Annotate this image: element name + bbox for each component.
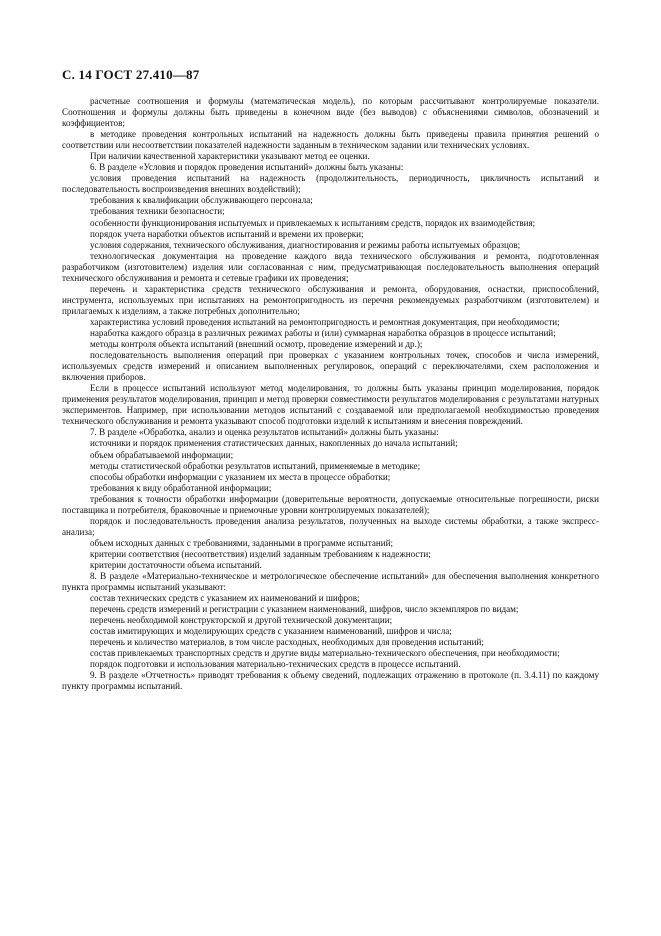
paragraph: перечень и характеристика средств технического обслуживания и ремонта, оборудования, оснастки, приспособлений, инструмента, используемых при испытаниях на ремонтопригодность из перечня рекомендуемых разработчиком (изготовителем) и прилагаемых к изделиям, а также потребных дополнительно; bbox=[62, 283, 599, 316]
running-header: С. 14 ГОСТ 27.410—87 bbox=[62, 67, 200, 82]
paragraph: особенности функционирования испытуемых и привлекаемых к испытаниям средств, порядок их взаимодействия; bbox=[90, 217, 536, 228]
paragraph: перечень необходимой конструкторской и другой технической документации; bbox=[90, 615, 393, 626]
paragraph: критерии соответствия (несоответствия) изделий заданным требованиям к надежности; bbox=[90, 548, 431, 559]
paragraph: требования к квалификации обслуживающего персонала; bbox=[90, 195, 313, 206]
paragraph: наработка каждого образца в различных режимах работы и (или) суммарная наработка образцов в процессе испытаний; bbox=[90, 327, 556, 338]
paragraph: условия содержания, технического обслуживания, диагностирования и режимы работы испытуемых образцов; bbox=[90, 239, 521, 250]
paragraph: перечень средств измерений и регистрации с указанием наименований, шифров, число экземпляров по видам; bbox=[90, 604, 519, 615]
paragraph: источники и порядок применения статистических данных, накопленных до начала испытаний; bbox=[90, 438, 458, 449]
section-8-heading: 8. В разделе «Материально-техническое и метрологическое обеспечение испытаний» для обеспечения выполнения конкретного пункта программы испытаний указывают: bbox=[62, 571, 599, 593]
paragraph: в методике проведения контрольных испытаний на надежность должны быть приведены правила принятия решений о соответствии или несоответствии показателей надежности заданным в техническом задании или технических условиях. bbox=[62, 129, 599, 151]
paragraph: перечень и количество материалов, в том числе расходных, необходимых для проведения испытаний; bbox=[90, 637, 484, 648]
paragraph: При наличии качественной характеристики указывают метод ее оценки. bbox=[90, 151, 370, 162]
paragraph: состав имитирующих и моделирующих средств с указанием наименований, шифров и числа; bbox=[90, 626, 452, 637]
paragraph: критерии достаточности объема испытаний. bbox=[90, 559, 262, 570]
paragraph: последовательность выполнения операций при проверках с указанием контрольных точек, способов и числа измерений, используемых средств измерений и описанием выполненных регулировок, операций с переключателями, схем расположения и включения приборов. bbox=[62, 350, 599, 383]
paragraph: порядок учета наработки объектов испытаний и времени их проверки; bbox=[90, 228, 364, 239]
document-body bbox=[62, 96, 599, 693]
paragraph: требования к виду обработанной информации; bbox=[90, 482, 272, 493]
paragraph: расчетные соотношения и формулы (математическая модель), по которым рассчитывают контролируемые показатели. Соотношения и формулы должны быть приведены в конечном виде (без выводов) с объяснениями символов, обозначений и коэффициентов; bbox=[62, 96, 599, 129]
paragraph: методы контроля объекта испытаний (внешний осмотр, проведение измерений и др.); bbox=[90, 339, 423, 350]
paragraph: требования к точности обработки информации (доверительные вероятности, допускаемые относительные погрешности, риски поставщика и потребителя, браковочные и приемочные уровни контролируемых показателей); bbox=[62, 493, 599, 515]
paragraph: условия проведения испытаний на надежность (продолжительность, периодичность, цикличность испытаний и последовательность воспроизведения внешних воздействий); bbox=[62, 173, 599, 195]
paragraph: состав технических средств с указанием их наименований и шифров; bbox=[90, 593, 360, 604]
section-6-heading: 6. В разделе «Условия и порядок проведения испытаний» должны быть указаны: bbox=[90, 162, 404, 173]
section-9-heading: 9. В разделе «Отчетность» приводят требования к объему сведений, подлежащих отражению в протоколе (п. 3.4.11) по каждому пункту программы испытаний. bbox=[62, 670, 599, 692]
paragraph: требования техники безопасности; bbox=[90, 206, 225, 217]
paragraph: характеристика условий проведения испытаний на ремонтопригодность и ремонтная документация, при необходимости; bbox=[90, 316, 560, 327]
section-7-heading: 7. В разделе «Обработка, анализ и оценка результатов испытаний» должны быть указаны: bbox=[90, 427, 439, 438]
paragraph: порядок и последовательность проведения анализа результатов, полученных на выходе системы обработки, а также экспресс-анализа; bbox=[62, 515, 599, 537]
paragraph: состав привлекаемых транспортных средств и другие виды материально-технического обеспечения, при необходимости; bbox=[90, 648, 560, 659]
paragraph: способы обработки информации с указанием их места в процессе обработки; bbox=[90, 471, 391, 482]
paragraph: порядок подготовки и использования материально-технических средств в процессе испытаний. bbox=[90, 659, 461, 670]
paragraph: технологическая документация на проведение каждого вида технического обслуживания и ремонта, подготовленная разработчиком (изготовителем) изделия или согласованная с ним, предусматривающая последовательность выполнения операций технического обслуживания и ремонта и сетевые графики их проведения; bbox=[62, 250, 599, 283]
paragraph: методы статистической обработки результатов испытаний, применяемые в методике; bbox=[90, 460, 421, 471]
paragraph: Если в процессе испытаний используют метод моделирования, то должны быть указаны принцип моделирования, порядок применения результатов моделирования, принцип и метод проверки совместимости результатов моделирования с результатами натурных экспериментов. Например, при использовании методов испытаний с создаваемой или предполагаемой необходимостью проведения технического обслуживания и ремонта указывают способ подготовки изделий к испытаниям и внесения повреждений. bbox=[62, 383, 599, 427]
paragraph: объем обрабатываемой информации; bbox=[90, 449, 234, 460]
paragraph: объем исходных данных с требованиями, заданными в программе испытаний; bbox=[90, 537, 393, 548]
